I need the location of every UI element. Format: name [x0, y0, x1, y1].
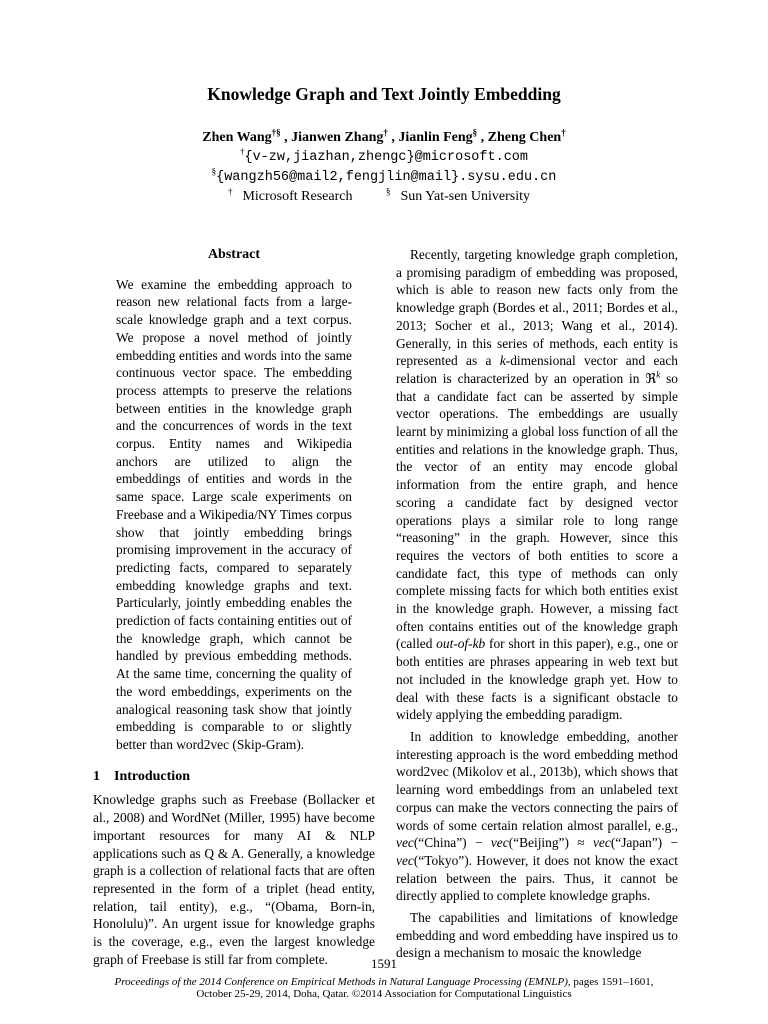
- abstract-heading: Abstract: [207, 247, 261, 262]
- abstract-text: We examine the embedding approach to reason new relational facts from a large-scale knowledge graph and a text corpus. We propose a novel method of jointly embedding entities and words into the same continuous vector space. The embedding process attempts to preserve the relations between entities in the knowledge graph and the concurrences of words in the text corpus. Entity names and Wikipedia anchors are utilized to align the embeddings of entities and words in the same space. Large scale experiments on Freebase and a Wikipedia/NY Times corpus show that jointly embedding brings promising improvement in the accuracy of predicting facts, compared to separately embedding knowledge graphs and text. Particularly, jointly embedding enables the prediction of facts containing entities out of the knowledge graph, which cannot be handled by previous embedding methods. At the same time, concerning the quality of the word embeddings, experiments on the analogical reasoning task show that jointly embedding is comparable to or slightly better than word2vec (Skip-Gram).: [116, 276, 352, 752]
- author-sup: §: [472, 127, 478, 138]
- affiliations: [0, 187, 768, 206]
- page-number: 1591: [371, 956, 397, 971]
- email-line-sysu: §{wangzh56@mail2,fengjlin@mail}.sysu.edu.cn: [211, 166, 557, 185]
- email-line-microsoft: †{v-zw,jiazhan,zhengc}@microsoft.com: [239, 146, 529, 165]
- author-names: Zhen Wang†§ , Jianwen Zhang† , Jianlin Feng§ , Zheng Chen†: [202, 127, 566, 145]
- affiliation-microsoft: † Microsoft Research: [227, 186, 353, 204]
- right-column: [396, 246, 678, 962]
- author-name: Jianwen Zhang: [291, 130, 384, 145]
- author-sup: †§: [271, 127, 281, 138]
- paper-title: Knowledge Graph and Text Jointly Embedding: [207, 84, 561, 104]
- body-paragraph: The capabilities and limitations of knowledge embedding and word embedding have inspired us to design a mechanism to mosaic the knowledge: [396, 910, 678, 961]
- section-heading-introduction: [93, 768, 375, 786]
- section-title: Introduction: [114, 768, 190, 784]
- email-microsoft: {v-zw,jiazhan,zhengc}@microsoft.com: [244, 150, 529, 165]
- body-paragraph: In addition to knowledge embedding, another interesting approach is the word embedding method word2vec (Mikolov et al., 2013b), which shows that learning word embeddings from an unlabeled text corpus can make the vectors connecting the pairs of words of some certain relation almost parallel, e.g., vec(“China”) − vec(“Beijing”) ≈ vec(“Japan”) − vec(“Tokyo”). However, it does not know the exact relation between the pairs. Thus, it cannot be directly applied to complete knowledge graphs.: [396, 728, 678, 904]
- author-block: [0, 128, 768, 206]
- left-column: [93, 246, 375, 968]
- author-name: Zheng Chen: [487, 130, 562, 145]
- author-name: Zhen Wang: [202, 130, 272, 145]
- proceedings-footer: [0, 976, 768, 1000]
- author-name: Jianlin Feng: [398, 130, 473, 145]
- email-sysu: {wangzh56@mail2,fengjlin@mail}.sysu.edu.cn: [216, 170, 557, 185]
- affiliation-sysu: § Sun Yat-sen University: [386, 186, 531, 204]
- body-paragraph: Recently, targeting knowledge graph completion, a promising paradigm of embedding was proposed, which is able to reason new facts only from the knowledge graph (Bordes et al., 2011; Bordes et al., 2013; Socher et al., 2013; Wang et al., 2014). Generally, in this series of methods, each entity is represented as a k-dimensional vector and each relation is characterized by an operation in ℜ$^k$ so that a candidate fact can be asserted by simple vector operations. The embeddings are usually learnt by minimizing a global loss function of all the entities and relations in the knowledge graph. Thus, the vector of an entity may encode global information from the entire graph, and hence scoring a candidate fact by designed vector operations plays a similar role to long range “reasoning” in the graph. However, since this requires the vectors of both entities to score a candidate fact, this type of methods can only complete missing facts for which both entities exist in the knowledge graph. However, a missing fact often contains entities out of the knowledge graph (called out-of-kb for short in this paper), e.g., one or both entities are phrases appearing in web text but not included in the knowledge graph yet. How to deal with these facts is a significant obstacle to widely applying the embedding paradigm.: [396, 247, 679, 723]
- footer-line-1: Proceedings of the 2014 Conference on Empirical Methods in Natural Language Processing (EMNLP), pages 1591–1601,: [114, 976, 654, 988]
- intro-paragraph: Knowledge graphs such as Freebase (Bollacker et al., 2008) and WordNet (Miller, 1995) have become important resources for many AI & NLP applications such as Q & A. Generally, a knowledge graph is a collection of relational facts that are often represented in the form of a triplet (head entity, relation, tail entity), e.g., “(Obama, Born-in, Honolulu)”. An urgent issue for knowledge graphs is the coverage, e.g., even the largest knowledge graph of Freebase is still far from complete.: [93, 792, 375, 967]
- footer-line-2: October 25-29, 2014, Doha, Qatar. ©2014 Association for Computational Linguistics: [196, 988, 572, 1000]
- author-sup: †: [561, 127, 566, 138]
- section-number: 1: [93, 768, 100, 784]
- author-sup: †: [383, 127, 388, 138]
